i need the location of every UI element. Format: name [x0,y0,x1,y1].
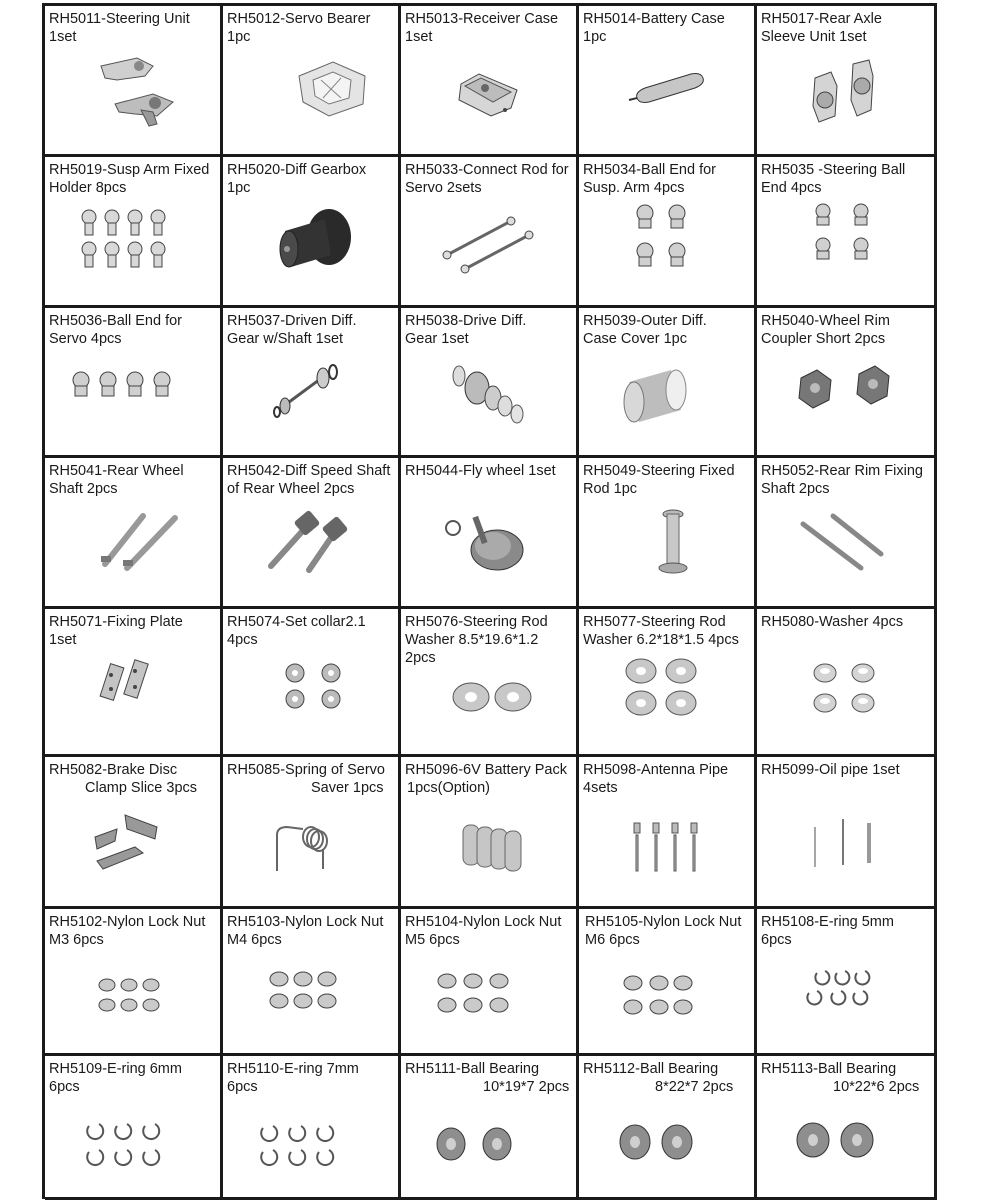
part-label-line: 8*22*7 2pcs [655,1079,734,1095]
washer-image [757,609,934,757]
part-label-line: 1set [49,632,77,648]
steering-rod-washer-large-image [401,609,576,757]
part-label-line: Saver 1pcs [311,780,384,796]
part-label-line: RH5096-6V Battery Pack [405,762,567,778]
lock-nut-m4-image [223,909,398,1054]
ball-end-servo-image [45,308,220,456]
part-label-line: RH5102-Nylon Lock Nut [49,914,206,930]
part-cell-rh5099 [757,757,937,909]
part-label-line: Sleeve Unit 1set [761,29,867,45]
servo-saver-spring-image [223,757,398,907]
part-cell-rh5111 [401,1056,579,1200]
part-cell-rh5020 [223,157,401,308]
brake-disc-clamp-image [45,757,220,907]
part-cell-rh5049 [579,458,757,609]
part-label-line: 4pcs [227,632,258,648]
ball-bearing-8-22-7-image [579,1056,754,1197]
part-cell-rh5038 [401,308,579,458]
diff-gearbox-image [223,157,398,305]
part-label-line: RH5052-Rear Rim Fixing [761,463,923,479]
part-label-line: RH5042-Diff Speed Shaft [227,463,391,479]
e-ring-5mm-image [757,909,934,1054]
part-label-line: RH5108-E-ring 5mm [761,914,894,930]
part-cell-rh5077 [579,609,757,757]
part-cell-rh5082 [45,757,223,909]
part-cell-rh5012 [223,6,401,157]
part-label-line: RH5011-Steering Unit [49,11,190,27]
part-label-line: Washer 6.2*18*1.5 4pcs [583,632,739,648]
e-ring-7mm-image [223,1056,398,1197]
part-cell-rh5017 [757,6,937,157]
part-label-line: RH5039-Outer Diff. [583,313,707,329]
part-cell-rh5109 [45,1056,223,1200]
part-cell-rh5074 [223,609,401,757]
ball-bearing-10-19-7-image [401,1056,576,1197]
part-label-line: Servo 2sets [405,180,482,196]
part-label-line: M6 6pcs [585,932,640,948]
part-label-line: Case Cover 1pc [583,331,687,347]
part-cell-rh5040 [757,308,937,458]
part-label-line: RH5080-Washer 4pcs [761,614,904,630]
rear-rim-fixing-shaft-image [757,458,934,606]
part-label-line: RH5110-E-ring 7mm [227,1061,359,1077]
antenna-pipe-image [579,757,754,907]
part-label-line: RH5049-Steering Fixed [583,463,735,479]
diff-speed-shaft-image [223,458,398,606]
set-collar-image [223,609,398,757]
steering-ball-end-image [757,157,934,305]
receiver-case-image [401,6,576,154]
part-label-line: RH5038-Drive Diff. [405,313,527,329]
part-label-line: RH5076-Steering Rod [405,614,548,630]
part-label-line: RH5113-Ball Bearing [761,1061,897,1077]
part-cell-rh5014 [579,6,757,157]
part-label-line: RH5074-Set collar2.1 [227,614,366,630]
part-cell-rh5044 [401,458,579,609]
part-label-line: 6pcs [227,1079,258,1095]
part-label-line: RH5012-Servo Bearer [227,11,371,27]
part-label-line: RH5044-Fly wheel 1set [405,463,556,479]
part-label-line: Susp. Arm 4pcs [583,180,685,196]
part-label-line: RH5112-Ball Bearing [583,1061,719,1077]
part-cell-rh5033 [401,157,579,308]
steering-unit-image [45,6,220,154]
part-cell-rh5011 [45,6,223,157]
part-label-line: Gear 1set [405,331,469,347]
drive-diff-gear-image [401,308,576,456]
part-label-line: RH5104-Nylon Lock Nut [405,914,562,930]
part-label-line: RH5037-Driven Diff. [227,313,357,329]
part-cell-rh5036 [45,308,223,458]
oil-pipe-image [757,757,934,907]
fixing-plate-image [45,609,220,757]
parts-table [42,3,937,1199]
susp-arm-holder-image [45,157,220,305]
part-label-line: Servo 4pcs [49,331,122,347]
part-label-line: 1set [405,29,433,45]
part-label-line: RH5041-Rear Wheel [49,463,184,479]
part-label-line: RH5082-Brake Disc [49,762,178,778]
part-cell-rh5042 [223,458,401,609]
part-label-line: 4sets [583,780,618,796]
part-cell-rh5085 [223,757,401,909]
connect-rod-image [401,157,576,305]
part-label-line: M4 6pcs [227,932,282,948]
part-label-line: Shaft 2pcs [49,481,118,497]
part-cell-rh5112 [579,1056,757,1200]
part-label-line: RH5040-Wheel Rim [761,313,890,329]
part-cell-rh5110 [223,1056,401,1200]
part-cell-rh5105 [579,909,757,1056]
part-label-line: Shaft 2pcs [761,481,830,497]
part-label-line: RH5035 -Steering Ball [761,162,906,178]
lock-nut-m3-image [45,909,220,1054]
battery-pack-image [401,757,576,907]
rear-axle-sleeve-image [757,6,932,154]
part-label-line: RH5105-Nylon Lock Nut [585,914,742,930]
part-cell-rh5113 [757,1056,937,1200]
part-label-line: 10*19*7 2pcs [483,1079,570,1095]
lock-nut-m5-image [401,909,576,1054]
part-cell-rh5098 [579,757,757,909]
part-label-line: of Rear Wheel 2pcs [227,481,355,497]
steering-fixed-rod-image [579,458,754,606]
part-label-line: 1pc [583,29,607,45]
part-cell-rh5108 [757,909,937,1056]
wheel-rim-coupler-image [757,308,934,456]
part-label-line: RH5033-Connect Rod for [405,162,569,178]
part-label-line: 1pc [227,29,251,45]
part-label-line: RH5036-Ball End for [49,313,182,329]
part-label-line: Holder 8pcs [49,180,127,196]
part-label-line: RH5013-Receiver Case [405,11,559,27]
part-cell-rh5104 [401,909,579,1056]
part-cell-rh5103 [223,909,401,1056]
part-label-line: M5 6pcs [405,932,460,948]
part-label-line: Rod 1pc [583,481,638,497]
part-label-line: 2pcs [405,650,436,666]
part-label-line: RH5077-Steering Rod [583,614,726,630]
part-label-line: RH5098-Antenna Pipe [583,762,729,778]
part-label-line: RH5020-Diff Gearbox [227,162,367,178]
part-cell-rh5013 [401,6,579,157]
part-cell-rh5096 [401,757,579,909]
part-label-line: Coupler Short 2pcs [761,331,886,347]
fly-wheel-image [401,458,576,606]
part-cell-rh5076 [401,609,579,757]
part-cell-rh5071 [45,609,223,757]
part-label-line: 1set [49,29,77,45]
rear-wheel-shaft-image [45,458,220,606]
part-label-line: RH5071-Fixing Plate [49,614,183,630]
ball-bearing-10-22-6-image [757,1056,934,1197]
part-label-line: 10*22*6 2pcs [833,1079,920,1095]
part-cell-rh5034 [579,157,757,308]
part-cell-rh5052 [757,458,937,609]
part-label-line: Clamp Slice 3pcs [85,780,198,796]
e-ring-6mm-image [45,1056,220,1197]
ball-end-susp-image [579,157,754,305]
part-cell-rh5037 [223,308,401,458]
battery-case-image [579,6,754,154]
part-label-line: RH5085-Spring of Servo [227,762,385,778]
part-label-line: RH5034-Ball End for [583,162,716,178]
part-label-line: 1pc [227,180,251,196]
part-label-line: RH5109-E-ring 6mm [49,1061,182,1077]
part-label-line: 1pcs(Option) [407,780,491,796]
part-cell-rh5035 [757,157,937,308]
part-label-line: RH5103-Nylon Lock Nut [227,914,384,930]
outer-diff-case-cover-image [579,308,754,456]
steering-rod-washer-small-image [579,609,754,757]
part-cell-rh5019 [45,157,223,308]
part-cell-rh5039 [579,308,757,458]
part-label-line: RH5099-Oil pipe 1set [761,762,900,778]
part-label-line: M3 6pcs [49,932,104,948]
driven-diff-gear-image [223,308,398,456]
part-label-line: RH5019-Susp Arm Fixed [49,162,210,178]
part-label-line: RH5111-Ball Bearing [405,1061,540,1077]
part-label-line: Washer 8.5*19.6*1.2 [405,632,539,648]
part-label-line: Gear w/Shaft 1set [227,331,344,347]
part-label-line: RH5017-Rear Axle [761,11,882,27]
lock-nut-m6-image [579,909,754,1054]
part-cell-rh5041 [45,458,223,609]
part-label-line: End 4pcs [761,180,822,196]
part-cell-rh5102 [45,909,223,1056]
part-label-line: 6pcs [761,932,792,948]
part-label-line: RH5014-Battery Case [583,11,725,27]
part-label-line: 6pcs [49,1079,80,1095]
servo-bearer-image [223,6,398,154]
part-cell-rh5080 [757,609,937,757]
